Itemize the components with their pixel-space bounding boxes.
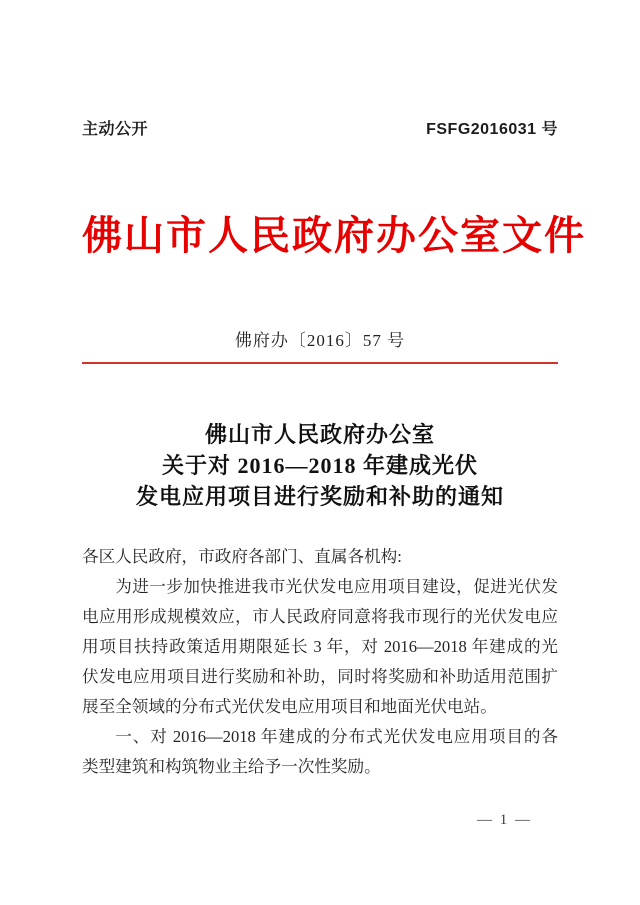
notice-title-line: 关于对 2016—2018 年建成光伏: [161, 453, 478, 478]
document-number: 佛府办〔2016〕57 号: [234, 331, 406, 350]
body-line-salutation: 各区人民政府，市政府各部门、直属各机构:: [82, 547, 402, 566]
masthead-title: 佛山市人民政府办公室文件: [82, 213, 586, 258]
body-line: 展至全领域的分布式光伏发电应用项目和地面光伏电站。: [82, 697, 497, 716]
document-code: FSFG2016031 号: [426, 121, 558, 138]
body-line: 一、对 2016—2018 年建成的分布式光伏发电应用项目的各: [115, 727, 558, 746]
body-line: 电应用形成规模效应，市人民政府同意将我市现行的光伏发电应: [82, 607, 558, 626]
body-line: 为进一步加快推进我市光伏发电应用项目建设，促进光伏发: [115, 577, 558, 596]
disclosure-label: 主动公开: [82, 121, 149, 138]
meta-row: [82, 116, 558, 139]
document-content: [0, 116, 640, 829]
page-number: — 1 —: [477, 812, 532, 828]
notice-title-line: 佛山市人民政府办公室: [204, 422, 435, 447]
body-line: 类型建筑和构筑物业主给予一次性奖励。: [82, 757, 381, 776]
red-divider-rule: [82, 362, 558, 364]
notice-title-line: 发电应用项目进行奖励和补助的通知: [135, 484, 504, 509]
body-line: 用项目扶持政策适用期限延长 3 年，对 2016—2018 年建成的光: [82, 637, 558, 656]
body-line: 伏发电应用项目进行奖励和补助，同时将奖励和补助适用范围扩: [82, 667, 558, 686]
notice-title: [82, 419, 558, 512]
body-text: [82, 542, 558, 782]
